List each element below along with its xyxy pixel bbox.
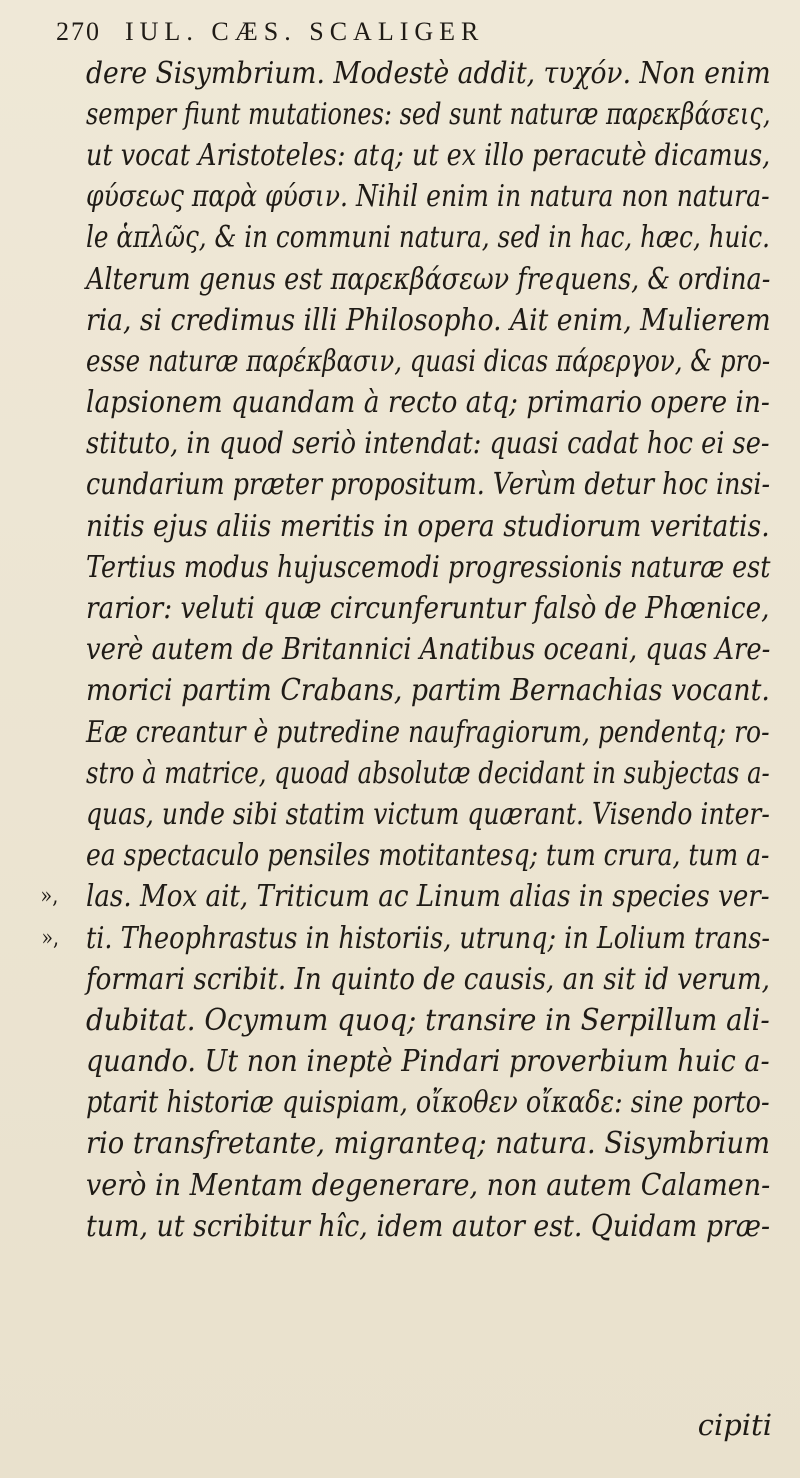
- text-line: nitis ejus aliis meritis in opera studiorum veritatis.: [86, 508, 770, 544]
- text-line: ria, si credimus illi Philosopho. Ait enim, Mulierem: [86, 302, 771, 338]
- text-line: tum, ut scribitur hîc, idem autor est. Quidam præ-: [86, 1208, 771, 1244]
- text-line-with-marginal: [40, 876, 770, 917]
- text-line: quas, unde sibi statim victum quærant. Visendo inter-: [86, 796, 770, 832]
- text-line: stituto, in quod seriò intendat: quasi cadat hoc ei se-: [86, 426, 770, 462]
- text-line: ea spectaculo pensiles motitantesq; tum crura, tum a-: [86, 838, 770, 874]
- running-title: IUL. CÆS. SCALIGER: [125, 17, 485, 46]
- text-line: Eæ creantur è putredine naufragiorum, pendentq; ro-: [86, 714, 770, 750]
- text-line: stro à matrice, quoad absolutæ decidant in subjectas a-: [86, 755, 770, 791]
- text-line: lapsionem quandam à recto atq; primario opere in-: [86, 385, 770, 421]
- text-line: φύσεως παρὰ φύσιν. Nihil enim in natura non natura-: [86, 179, 770, 215]
- text-line: rio transfretante, migranteq; natura. Sisymbrium: [86, 1126, 771, 1162]
- marginal-quote-mark: »,: [41, 925, 59, 951]
- text-line: le ἁπλῶς, & in communi natura, sed in hac, hæc, huic.: [86, 220, 770, 256]
- text-line: quando. Ut non ineptè Pindari proverbium huic a-: [86, 1044, 770, 1080]
- text-line: verè autem de Britannici Anatibus oceani, quas Are-: [86, 632, 771, 668]
- catchword: cipiti: [697, 1408, 772, 1442]
- text-line: ptarit historiæ quispiam, οἴκοθεν οἴκαδε: sine porto-: [86, 1085, 770, 1121]
- text-line: morici partim Crabans, partim Bernachias vocant.: [86, 673, 770, 709]
- text-line-content: ti. Theophrastus in historiis, utrunq; in Lolium trans-: [86, 920, 770, 956]
- text-line: dubitat. Ocymum quoq; transire in Serpillum ali-: [86, 1002, 770, 1038]
- text-line: ut vocat Aristoteles: atq; ut ex illo peracutè dicamus,: [86, 137, 771, 173]
- text-line: esse naturæ παρέκβασιν, quasi dicas πάρεργον, & pro-: [86, 343, 771, 379]
- marginal-quote-mark: »,: [40, 884, 59, 910]
- text-line: formari scribit. In quinto de causis, an sit id verum,: [86, 961, 770, 997]
- text-line: Tertius modus hujuscemodi progressionis naturæ est: [86, 549, 771, 585]
- text-line: rarior: veluti quæ circunferuntur falsò de Phœnice,: [86, 591, 770, 627]
- text-line: dere Sisymbrium. Modestè addit, τυχόν. Non enim: [86, 55, 771, 91]
- text-line-with-marginal: [41, 918, 770, 959]
- page-number: 270: [56, 17, 101, 46]
- text-line: cundarium præter propositum. Verùm detur hoc insi-: [86, 467, 771, 503]
- text-line: verò in Mentam degenerare, non autem Calamen-: [86, 1167, 771, 1203]
- body-text: [40, 53, 771, 1247]
- text-line: Alterum genus est παρεκβάσεων frequens, & ordina-: [86, 261, 771, 297]
- text-line-content: las. Mox ait, Triticum ac Linum alias in species ver-: [86, 879, 770, 915]
- running-head: [56, 18, 770, 47]
- text-line: semper fiunt mutationes: sed sunt naturæ παρεκβάσεις,: [86, 96, 771, 132]
